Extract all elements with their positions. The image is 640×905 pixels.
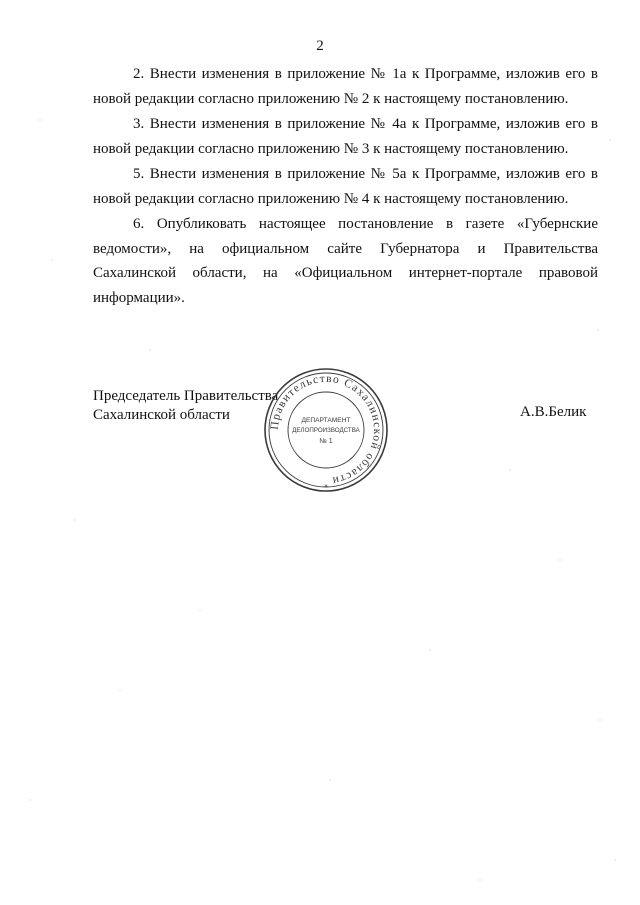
seal-center-line3: № 1 bbox=[319, 438, 333, 445]
paragraph-item-3: 3. Внести изменения в приложение № 4а к Программе, изложив его в новой редакции согласно приложению № 3 к настоящему постановлению. bbox=[93, 116, 598, 157]
paragraph-item-6: 6. Опубликовать настоящее постановление в газете «Губернские ведомости», на официальном сайте Губернатора и Правительства Сахалинской области, на «Официальном интернет-портале правовой информации». bbox=[93, 216, 598, 306]
seal-center-line1: ДЕПАРТАМЕНТ bbox=[301, 417, 351, 424]
seal-ring-text: Правительство Сахалинской области bbox=[268, 372, 384, 487]
official-seal bbox=[262, 366, 390, 494]
signatory-position bbox=[93, 387, 278, 425]
signatory-name: А.В.Белик bbox=[520, 404, 587, 420]
seal-center-line2: ДЕЛОПРОИЗВОДСТВА bbox=[292, 427, 360, 434]
page-number: 2 bbox=[316, 38, 324, 54]
paragraph-item-5: 5. Внести изменения в приложение № 5а к Программе, изложив его в новой редакции согласно приложению № 4 к настоящему постановлению. bbox=[93, 166, 598, 207]
signatory-position-line2: Сахалинской области bbox=[93, 407, 230, 423]
seal-star-icon: * bbox=[324, 483, 328, 491]
paragraph-item-2: 2. Внести изменения в приложение № 1а к Программе, изложив его в новой редакции согласно приложению № 2 к настоящему постановлению. bbox=[93, 66, 598, 107]
signatory-position-line1: Председатель Правительства bbox=[93, 388, 279, 404]
document-body bbox=[93, 62, 598, 310]
